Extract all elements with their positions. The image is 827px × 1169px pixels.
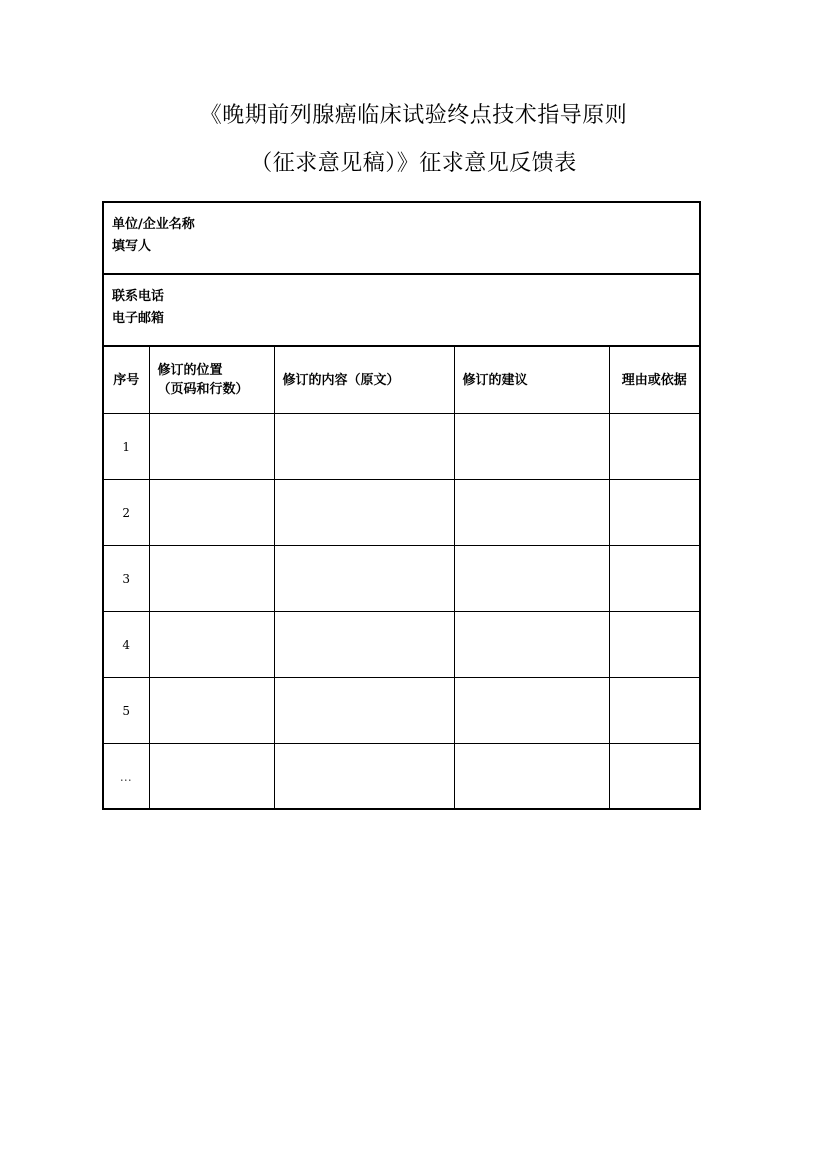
phone-label: 联系电话 bbox=[112, 289, 165, 304]
cell-reason[interactable] bbox=[609, 744, 699, 810]
cell-original[interactable] bbox=[274, 414, 454, 480]
cell-position[interactable] bbox=[149, 678, 274, 744]
cell-reason[interactable] bbox=[609, 414, 699, 480]
revision-table bbox=[104, 347, 699, 809]
document-title-line-2: （征求意见稿）》征求意见反馈表 bbox=[250, 151, 577, 176]
section-divider bbox=[104, 273, 699, 275]
cell-position[interactable] bbox=[149, 480, 274, 546]
table-row bbox=[104, 678, 699, 744]
cell-suggestion[interactable] bbox=[454, 612, 609, 678]
row-seq: 1 bbox=[104, 414, 149, 480]
row-seq: 2 bbox=[104, 480, 149, 546]
cell-suggestion[interactable] bbox=[454, 546, 609, 612]
table-row bbox=[104, 744, 699, 810]
cell-position[interactable] bbox=[149, 744, 274, 810]
cell-suggestion[interactable] bbox=[454, 678, 609, 744]
filler-label: 填写人 bbox=[112, 239, 152, 254]
org-info-section bbox=[104, 214, 699, 274]
header-reason: 理由或依据 bbox=[609, 347, 699, 414]
cell-reason[interactable] bbox=[609, 546, 699, 612]
header-position-line-1: 修订的位置 bbox=[157, 363, 223, 378]
header-position-line-2: （页码和行数） bbox=[157, 382, 249, 397]
cell-original[interactable] bbox=[274, 612, 454, 678]
org-name-label: 单位/企业名称 bbox=[112, 217, 195, 232]
row-seq: 3 bbox=[104, 546, 149, 612]
email-label: 电子邮箱 bbox=[112, 311, 165, 326]
row-seq: 5 bbox=[104, 678, 149, 744]
feedback-form bbox=[102, 201, 701, 810]
cell-reason[interactable] bbox=[609, 678, 699, 744]
cell-position[interactable] bbox=[149, 546, 274, 612]
cell-suggestion[interactable] bbox=[454, 414, 609, 480]
row-seq: … bbox=[104, 744, 149, 810]
contact-info-section bbox=[104, 286, 699, 346]
table-row bbox=[104, 546, 699, 612]
cell-position[interactable] bbox=[149, 414, 274, 480]
cell-original[interactable] bbox=[274, 744, 454, 810]
cell-original[interactable] bbox=[274, 546, 454, 612]
cell-reason[interactable] bbox=[609, 480, 699, 546]
cell-suggestion[interactable] bbox=[454, 744, 609, 810]
cell-reason[interactable] bbox=[609, 612, 699, 678]
row-seq: 4 bbox=[104, 612, 149, 678]
cell-position[interactable] bbox=[149, 612, 274, 678]
table-row bbox=[104, 480, 699, 546]
header-suggestion: 修订的建议 bbox=[454, 347, 609, 414]
header-original: 修订的内容（原文） bbox=[274, 347, 454, 414]
cell-original[interactable] bbox=[274, 480, 454, 546]
header-seq: 序号 bbox=[104, 347, 149, 414]
cell-suggestion[interactable] bbox=[454, 480, 609, 546]
header-position bbox=[149, 347, 274, 414]
document-title-line-1: 《晚期前列腺癌临床试验终点技术指导原则 bbox=[199, 103, 628, 128]
cell-original[interactable] bbox=[274, 678, 454, 744]
table-row bbox=[104, 414, 699, 480]
table-row bbox=[104, 612, 699, 678]
table-header-row bbox=[104, 347, 699, 414]
